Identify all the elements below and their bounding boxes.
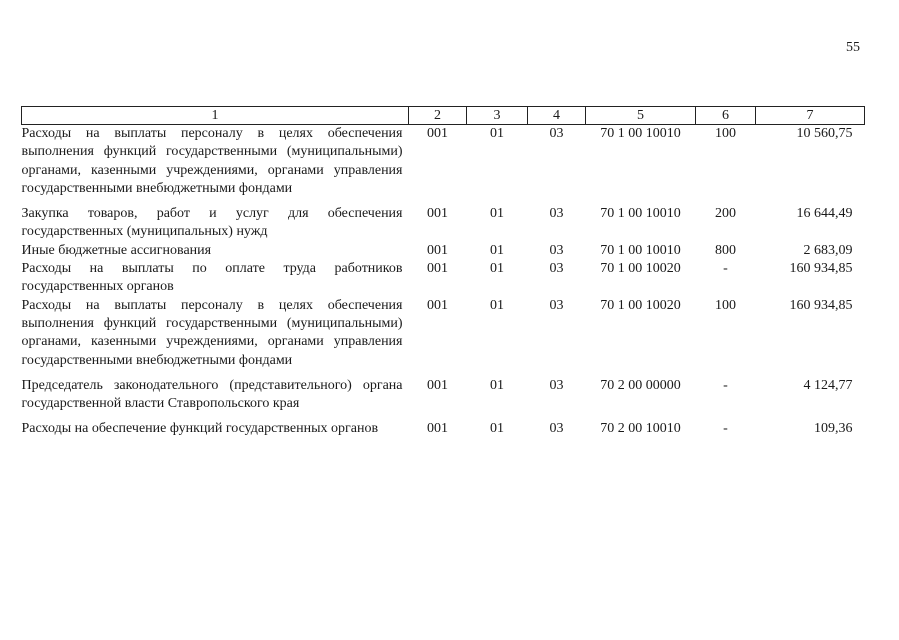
row-name: Председатель законодательного (представительного) органа государственной власти Ставропольского края bbox=[21, 377, 403, 412]
row-amount: 160 934,85 bbox=[789, 261, 853, 277]
row-section-code: 01 bbox=[490, 261, 504, 277]
row-subsection-code: 03 bbox=[549, 126, 564, 141]
row-target-article-code: 70 1 00 10010 bbox=[600, 242, 681, 258]
row-expense-type-code: - bbox=[723, 261, 728, 277]
table-row bbox=[22, 420, 865, 438]
table-row bbox=[22, 242, 865, 260]
row-target-article-code: 70 1 00 10010 bbox=[600, 126, 681, 141]
row-subsection-code: 03 bbox=[549, 242, 564, 258]
row-target-article-code: 70 1 00 10020 bbox=[600, 261, 681, 277]
column-header-1: 1 bbox=[22, 107, 409, 125]
row-name: Иные бюджетные ассигнования bbox=[21, 242, 212, 258]
column-header-2: 2 bbox=[409, 107, 467, 125]
column-header-6: 6 bbox=[696, 107, 756, 125]
table-row bbox=[22, 260, 865, 297]
row-amount: 16 644,49 bbox=[796, 206, 853, 222]
row-target-article-code: 70 1 00 10020 bbox=[600, 297, 681, 313]
table-header-row bbox=[22, 107, 865, 125]
row-ministry-code: 001 bbox=[427, 206, 448, 222]
column-header-7: 7 bbox=[756, 107, 865, 125]
row-target-article-code: 70 2 00 00000 bbox=[600, 377, 681, 393]
row-amount: 160 934,85 bbox=[789, 297, 853, 313]
row-name: Расходы на выплаты персоналу в целях обеспечения выполнения функций государственными (муниципальными) органами, казенными учреждениями, органами управления государственными внебюджетными фондами bbox=[21, 126, 403, 196]
row-expense-type-code: 100 bbox=[715, 297, 736, 313]
row-name: Расходы на обеспечение функций государственных органов bbox=[21, 421, 379, 437]
row-section-code: 01 bbox=[490, 421, 504, 437]
row-amount: 10 560,75 bbox=[796, 126, 853, 141]
row-ministry-code: 001 bbox=[427, 297, 448, 313]
row-target-article-code: 70 1 00 10010 bbox=[600, 206, 681, 222]
row-expense-type-code: 800 bbox=[715, 242, 736, 258]
table-row bbox=[22, 297, 865, 377]
row-subsection-code: 03 bbox=[549, 421, 564, 437]
row-section-code: 01 bbox=[490, 242, 504, 258]
row-section-code: 01 bbox=[490, 206, 504, 222]
row-name: Расходы на выплаты персоналу в целях обеспечения выполнения функций государственными (муниципальными) органами, казенными учреждениями, органами управления государственными внебюджетными фондами bbox=[21, 297, 403, 368]
row-amount: 4 124,77 bbox=[803, 377, 853, 393]
row-subsection-code: 03 bbox=[549, 377, 564, 393]
row-name: Закупка товаров, работ и услуг для обеспечения государственных (муниципальных) нужд bbox=[21, 206, 403, 240]
budget-table bbox=[21, 106, 865, 439]
row-expense-type-code: - bbox=[723, 421, 728, 437]
table-row bbox=[22, 125, 865, 206]
table-row bbox=[22, 377, 865, 421]
row-expense-type-code: 200 bbox=[715, 206, 736, 222]
table-row bbox=[22, 205, 865, 242]
page-number: 55 bbox=[846, 40, 860, 55]
row-name: Расходы на выплаты по оплате труда работников государственных органов bbox=[21, 261, 403, 295]
row-subsection-code: 03 bbox=[549, 261, 564, 277]
row-section-code: 01 bbox=[490, 377, 504, 393]
row-subsection-code: 03 bbox=[549, 206, 564, 222]
row-expense-type-code: 100 bbox=[715, 126, 736, 141]
column-header-5: 5 bbox=[586, 107, 696, 125]
row-ministry-code: 001 bbox=[427, 377, 448, 393]
row-section-code: 01 bbox=[490, 297, 504, 313]
row-ministry-code: 001 bbox=[427, 242, 448, 258]
row-section-code: 01 bbox=[490, 126, 504, 141]
row-ministry-code: 001 bbox=[427, 126, 448, 141]
column-header-4: 4 bbox=[528, 107, 586, 125]
row-ministry-code: 001 bbox=[427, 261, 448, 277]
column-header-3: 3 bbox=[467, 107, 528, 125]
row-ministry-code: 001 bbox=[427, 421, 448, 437]
row-target-article-code: 70 2 00 10010 bbox=[600, 421, 681, 437]
row-subsection-code: 03 bbox=[549, 297, 564, 313]
row-amount: 109,36 bbox=[814, 421, 853, 437]
row-amount: 2 683,09 bbox=[803, 242, 853, 258]
row-expense-type-code: - bbox=[723, 377, 728, 393]
